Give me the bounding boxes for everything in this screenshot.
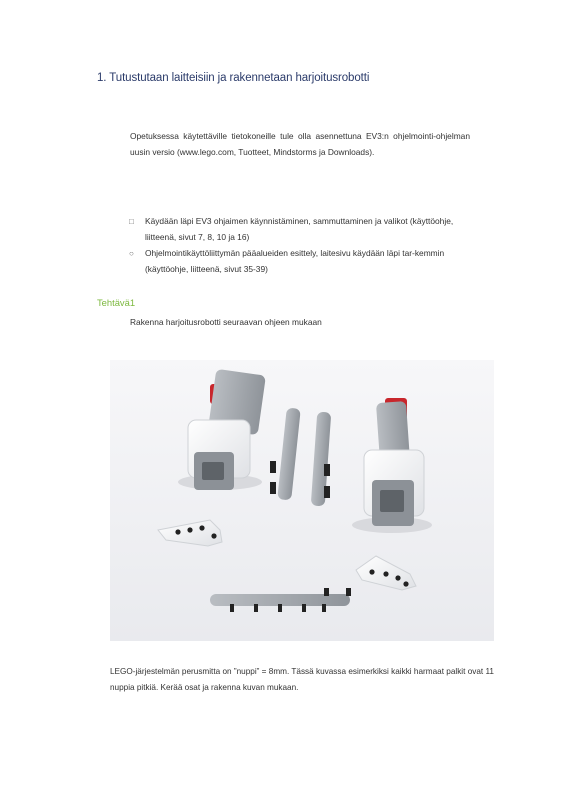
square-bullet-icon: □ xyxy=(129,217,134,226)
task-title: Tehtävä1 xyxy=(97,297,136,308)
list-item-text: Käydään läpi EV3 ohjaimen käynnistäminen, sammuttaminen ja valikot (käyttöohje, liitteenä, sivut 7, 8, 10 ja 16) xyxy=(145,216,454,242)
page-heading: 1. Tutustutaan laitteisiin ja rakennetaan harjoitusrobotti xyxy=(97,72,370,84)
list-item xyxy=(128,246,470,277)
task-instruction: Rakenna harjoitusrobotti seuraavan ohjeen mukaan xyxy=(130,317,322,327)
photo-caption: LEGO-järjestelmän perusmitta on ”nuppi” = 8mm. Tässä kuvassa esimerkiksi kaikki harmaat palkit ovat 11 nuppia pitkiä. Kerää osat ja rakenna kuvan mukaan. xyxy=(110,667,494,692)
lego-parts-illustration xyxy=(110,360,494,641)
lego-parts-photo xyxy=(110,360,494,641)
list-item-text: Ohjelmointikäyttöliittymän pääalueiden esittely, laitesivu käydään läpi tar-kemmin (käyttöohje, liitteenä, sivut 35-39) xyxy=(145,248,445,274)
bullet-list xyxy=(128,214,470,278)
intro-paragraph: Opetuksessa käytettäville tietokoneille tule olla asennettuna EV3:n ohjelmointi-ohjelman uusin versio (www.lego.com, Tuotteet, Mindstorms ja Downloads). xyxy=(130,131,470,157)
circle-bullet-icon: ○ xyxy=(129,249,134,258)
list-item xyxy=(128,214,470,245)
